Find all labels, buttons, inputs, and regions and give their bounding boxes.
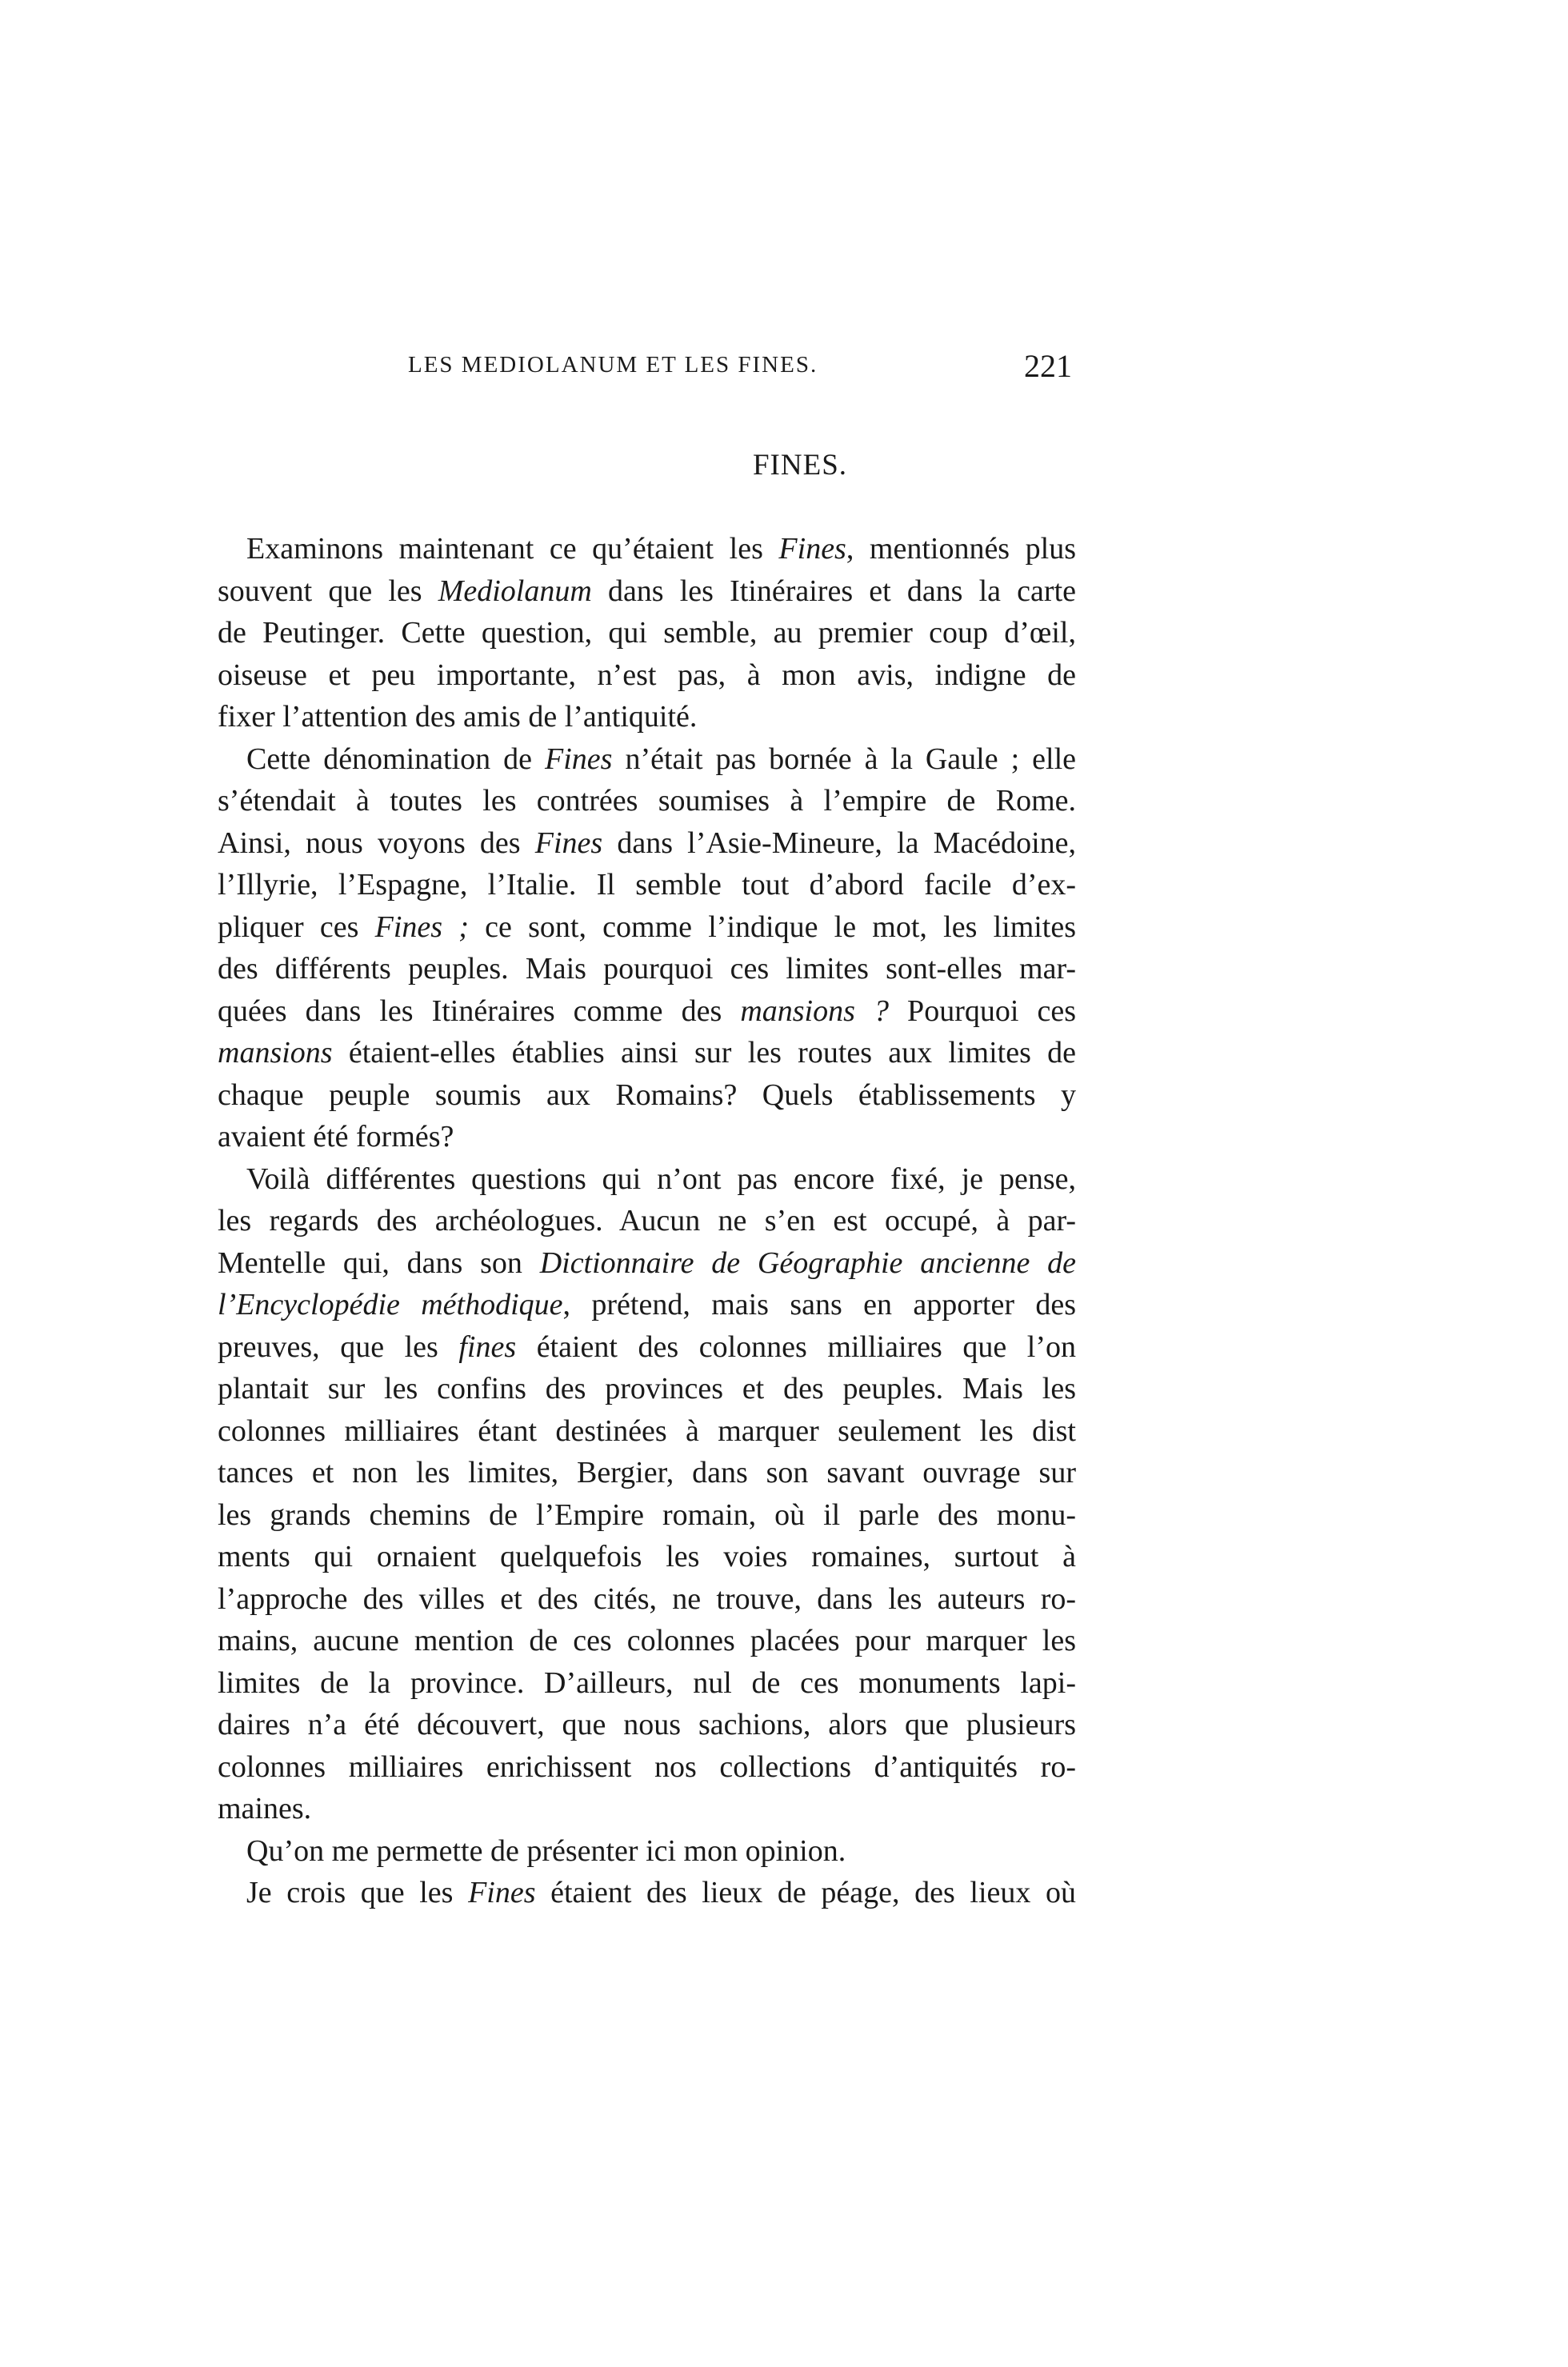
page-number: 221 bbox=[1024, 348, 1072, 384]
text-line: les regards des archéologues. Aucun ne s’en est occupé, à par- bbox=[218, 1204, 1076, 1237]
text-line: limites de la province. D’ailleurs, nul de ces monuments lapi- bbox=[218, 1665, 1076, 1700]
text-line: daires n’a été découvert, que nous sachions, alors que plusieurs bbox=[218, 1708, 1076, 1741]
text-line: Examinons maintenant ce qu’étaient les Fines, mentionnés plus bbox=[246, 532, 1076, 566]
text-line: plantait sur les confins des provinces et des peuples. Mais les bbox=[218, 1372, 1076, 1405]
text-line: Qu’on me permette de présenter ici mon opinion. bbox=[246, 1833, 846, 1868]
text-line: tances et non les limites, Bergier, dans son savant ouvrage sur bbox=[218, 1456, 1076, 1489]
text-line: des différents peuples. Mais pourquoi ces limites sont-elles mar- bbox=[218, 952, 1076, 986]
text-line: quées dans les Itinéraires comme des mansions ? Pourquoi ces bbox=[218, 994, 1076, 1028]
running-title: LES MEDIOLANUM ET LES FINES. bbox=[408, 352, 818, 378]
text-line: s’étendait à toutes les contrées soumises à l’empire de Rome. bbox=[218, 784, 1076, 818]
text-line: oiseuse et peu importante, n’est pas, à mon avis, indigne de bbox=[218, 658, 1076, 692]
text-line: mains, aucune mention de ces colonnes placées pour marquer les bbox=[218, 1624, 1076, 1657]
text-line: preuves, que les fines étaient des colonnes milliaires que l’on bbox=[218, 1329, 1076, 1364]
text-line: avaient été formés? bbox=[218, 1120, 454, 1154]
text-line: souvent que les Mediolanum dans les Itinéraires et dans la carte bbox=[218, 574, 1076, 608]
text-line: colonnes milliaires enrichissent nos collections d’antiquités ro- bbox=[218, 1749, 1076, 1784]
text-line: Mentelle qui, dans son Dictionnaire de Géographie ancienne de bbox=[218, 1245, 1076, 1280]
text-line: chaque peuple soumis aux Romains? Quels établissements y bbox=[218, 1078, 1076, 1112]
text-line: ments qui ornaient quelquefois les voies romaines, surtout à bbox=[218, 1540, 1076, 1573]
body-text bbox=[218, 528, 1076, 1914]
text-line: Cette dénomination de Fines n’était pas bornée à la Gaule ; elle bbox=[246, 742, 1076, 776]
text-line: l’Encyclopédie méthodique, prétend, mais sans en apporter des bbox=[218, 1288, 1076, 1321]
text-line: mansions étaient-elles établies ainsi sur les routes aux limites de bbox=[218, 1036, 1076, 1070]
text-line: pliquer ces Fines ; ce sont, comme l’indique le mot, les limites bbox=[218, 910, 1077, 944]
text-line: l’approche des villes et des cités, ne trouve, dans les auteurs ro- bbox=[218, 1581, 1076, 1616]
text-line: fixer l’attention des amis de l’antiquité. bbox=[218, 700, 698, 734]
text-line: les grands chemins de l’Empire romain, où il parle des monu- bbox=[218, 1497, 1076, 1532]
text-line: Voilà différentes questions qui n’ont pas encore fixé, je pense, bbox=[246, 1162, 1076, 1196]
text-line: Ainsi, nous voyons des Fines dans l’Asie-Mineure, la Macédoine, bbox=[218, 826, 1076, 860]
text-line: maines. bbox=[218, 1792, 312, 1825]
text-line: Je crois que les Fines étaient des lieux de péage, des lieux où bbox=[246, 1876, 1076, 1909]
text-line: l’Illyrie, l’Espagne, l’Italie. Il semble tout d’abord facile d’ex- bbox=[218, 868, 1076, 902]
page-header bbox=[400, 347, 1072, 395]
text-line: de Peutinger. Cette question, qui semble, au premier coup d’œil, bbox=[218, 616, 1076, 650]
text-line: colonnes milliaires étant destinées à marquer seulement les dist bbox=[218, 1413, 1076, 1448]
section-title: FINES. bbox=[752, 449, 848, 482]
